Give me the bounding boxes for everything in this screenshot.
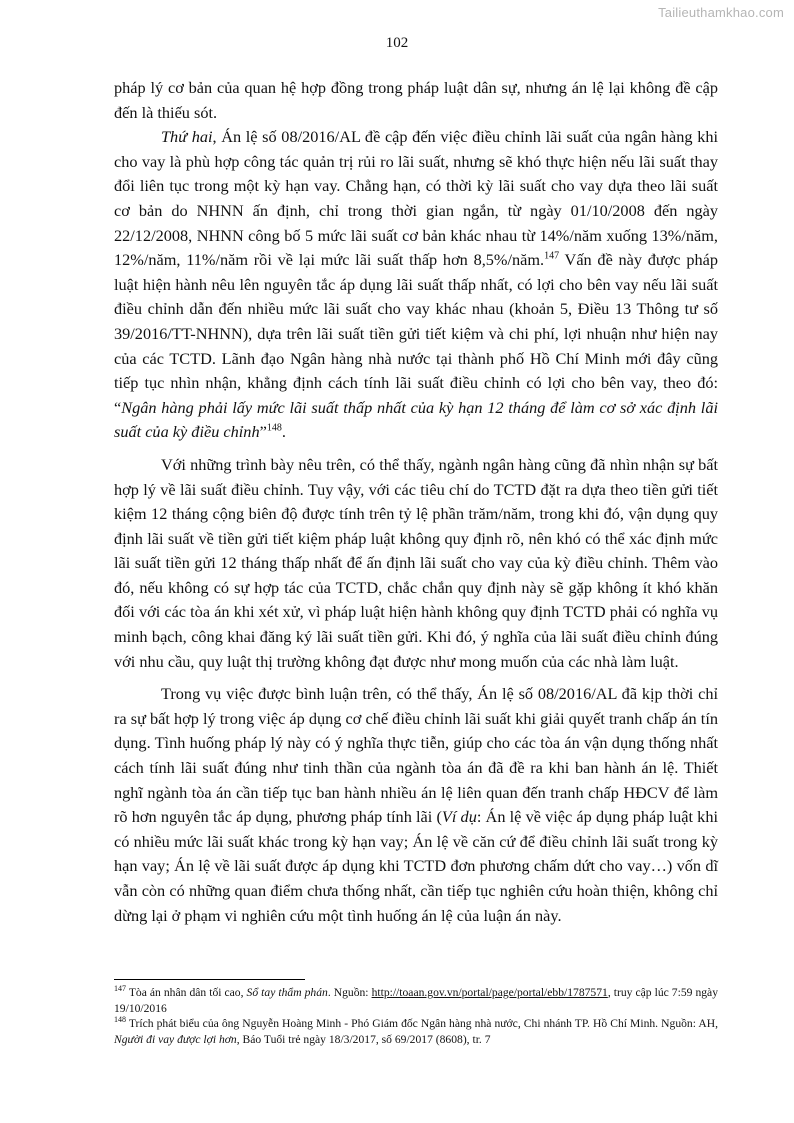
footnote-148 — [114, 1016, 718, 1047]
p2-text: , Án lệ số 08/2016/AL đề cập đến việc điều chỉnh lãi suất của ngân hàng khi cho vay là phù hợp công tác quản trị rủi ro lãi suất, nhưng sẽ khó thực hiện nếu lãi suất thay đổi liên tục trong một kỳ hạn vay. Chẳng hạn, có thời kỳ lãi suất cho vay dựa theo lãi suất cơ bản do NHNN ấn định, chỉ trong thời gian ngắn, từ ngày 01/10/2008 đến ngày 22/12/2008, NHNN công bố 5 mức lãi suất cơ bản khác nhau từ 14%/năm xuống 13%/năm, 12%/năm, 11%/năm rồi về lại mức lãi suất thấp hơn 8,5%/năm. — [114, 127, 718, 270]
paragraph-1: pháp lý cơ bản của quan hệ hợp đồng trong pháp luật dân sự, nhưng án lệ lại không đề cập đến là thiếu sót. — [114, 78, 718, 122]
lead-italic: Thứ hai — [161, 127, 213, 147]
footnote-147 — [114, 985, 718, 1016]
footnote-separator — [114, 979, 305, 980]
footnote-ref-147[interactable]: 147 — [544, 250, 560, 262]
fn147-a: Tòa án nhân dân tối cao, — [126, 986, 247, 999]
source-link[interactable]: http://toaan.gov.vn/portal/page/portal/ebb/1787571 — [371, 986, 608, 999]
p2-text2: Vấn đề này được pháp luật hiện hành nêu lên nguyên tắc áp dụng lãi suất thấp nhất, có lợi cho bên vay nếu lãi suất điều chỉnh dẫn đến nhiều mức lãi suất cho vay khác nhau (khoản 5, Điều 13 Thông tư số 39/2016/TT-NHNN), dựa trên lãi suất tiền gửi tiết kiệm và chi phí, lợi nhuận như hiện nay của các TCTD. Lãnh đạo Ngân hàng nhà nước tại thành phố Hồ Chí Minh mới đây cũng tiếp tục nhìn nhận, khẳng định cách tính lãi suất điều chỉnh có lợi cho bên vay, theo đó: “ — [114, 250, 718, 417]
p4-text2: : Án lệ về việc áp dụng pháp luật khi có nhiều mức lãi suất khác trong kỳ hạn vay; Án lệ về căn cứ để điều chỉnh lãi suất trong kỳ hạn vay; Án lệ về lãi suất được áp dụng khi TCTD đơn phương chấm dứt cho vay…) vốn dĩ vẫn còn có những quan điểm chưa thống nhất, cần tiếp tục nghiên cứu hoàn thiện, không chỉ dừng lại ở phạm vi nghiên cứu một tình huống án lệ của luận án này. — [114, 807, 718, 925]
quote-close: ” — [259, 422, 267, 442]
fn147-title: Sổ tay thẩm phán — [246, 986, 328, 999]
quote-italic: Ngân hàng phải lấy mức lãi suất thấp nhất của kỳ hạn 12 tháng để làm cơ sở xác định lãi suất của kỳ điều chỉnh — [114, 397, 718, 442]
p4-text: Trong vụ việc được bình luận trên, có thể thấy, Án lệ số 08/2016/AL đã kịp thời chỉ ra sự bất hợp lý trong việc áp dụng cơ chế điều chỉnh lãi suất khi giải quyết tranh chấp án tín dụng. Tình huống pháp lý này có ý nghĩa thực tiễn, giúp cho các tòa án vận dụng thống nhất cách tính lãi suất đúng như tinh thần của ngành tòa án đã đề ra khi ban hành án lệ. Thiết nghĩ ngành tòa án cần tiếp tục ban hành nhiều án lệ liên quan đến tranh chấp HĐCV để làm rõ hơn nguyên tắc áp dụng, phương pháp tính lãi ( — [114, 684, 718, 827]
fn148-a: Trích phát biểu của ông Nguyễn Hoàng Minh - Phó Giám đốc Ngân hàng nhà nước, Chi nhánh TP. Hồ Chí Minh. Nguồn: AH, — [126, 1017, 718, 1031]
page-body — [114, 76, 718, 928]
fn147-c: , truy cập lúc 7:59 ngày 19/10/2016 — [114, 986, 718, 1015]
watermark: Tailieuthamkhao.com — [658, 5, 784, 20]
example-italic: Ví dụ — [441, 807, 477, 827]
fn148-c: , Báo Tuổi trẻ ngày 18/3/2017, số 69/2017 (8608), tr. 7 — [236, 1032, 491, 1046]
p2-end: . — [281, 422, 286, 442]
footnotes — [114, 985, 718, 1047]
paragraph-4 — [114, 682, 718, 928]
paragraph-2 — [114, 125, 718, 445]
footnote-ref-148[interactable]: 148 — [266, 422, 282, 434]
footnote-number: 148 — [114, 1015, 126, 1025]
paragraph-3: Với những trình bày nêu trên, có thể thấy, ngành ngân hàng cũng đã nhìn nhận sự bất hợp lý về lãi suất điều chỉnh. Tuy vậy, với các tiêu chí do TCTD đặt ra dựa theo tiền gửi tiết kiệm 12 tháng cộng biên độ được tính trên tỷ lệ phần trăm/năm, trong khi đó, vận dụng quy định lãi suất về tiền gửi tiết kiệm pháp luật không quy định rõ, nên khó có thể xác định mức lãi suất tiền gửi 12 tháng thấp nhất để ấn định lãi suất cho vay của kỳ điều chỉnh. Thêm vào đó, nếu không có sự hợp tác của TCTD, chắc chắn quy định này sẽ gặp không ít khó khăn đối với các tòa án khi xét xử, vì pháp luật hiện hành không quy định TCTD phải có nghĩa vụ minh bạch, công khai đăng ký lãi suất tiền gửi. Khi đó, ý nghĩa của lãi suất điều chỉnh đúng với nhu cầu, quy luật thị trường không đạt được như mong muốn của các nhà làm luật. — [114, 454, 718, 671]
fn147-b: . Nguồn: — [327, 986, 372, 999]
fn148-title: Người đi vay được lợi hơn — [114, 1032, 237, 1046]
footnote-number: 147 — [114, 984, 126, 994]
page-number: 102 — [385, 35, 409, 51]
